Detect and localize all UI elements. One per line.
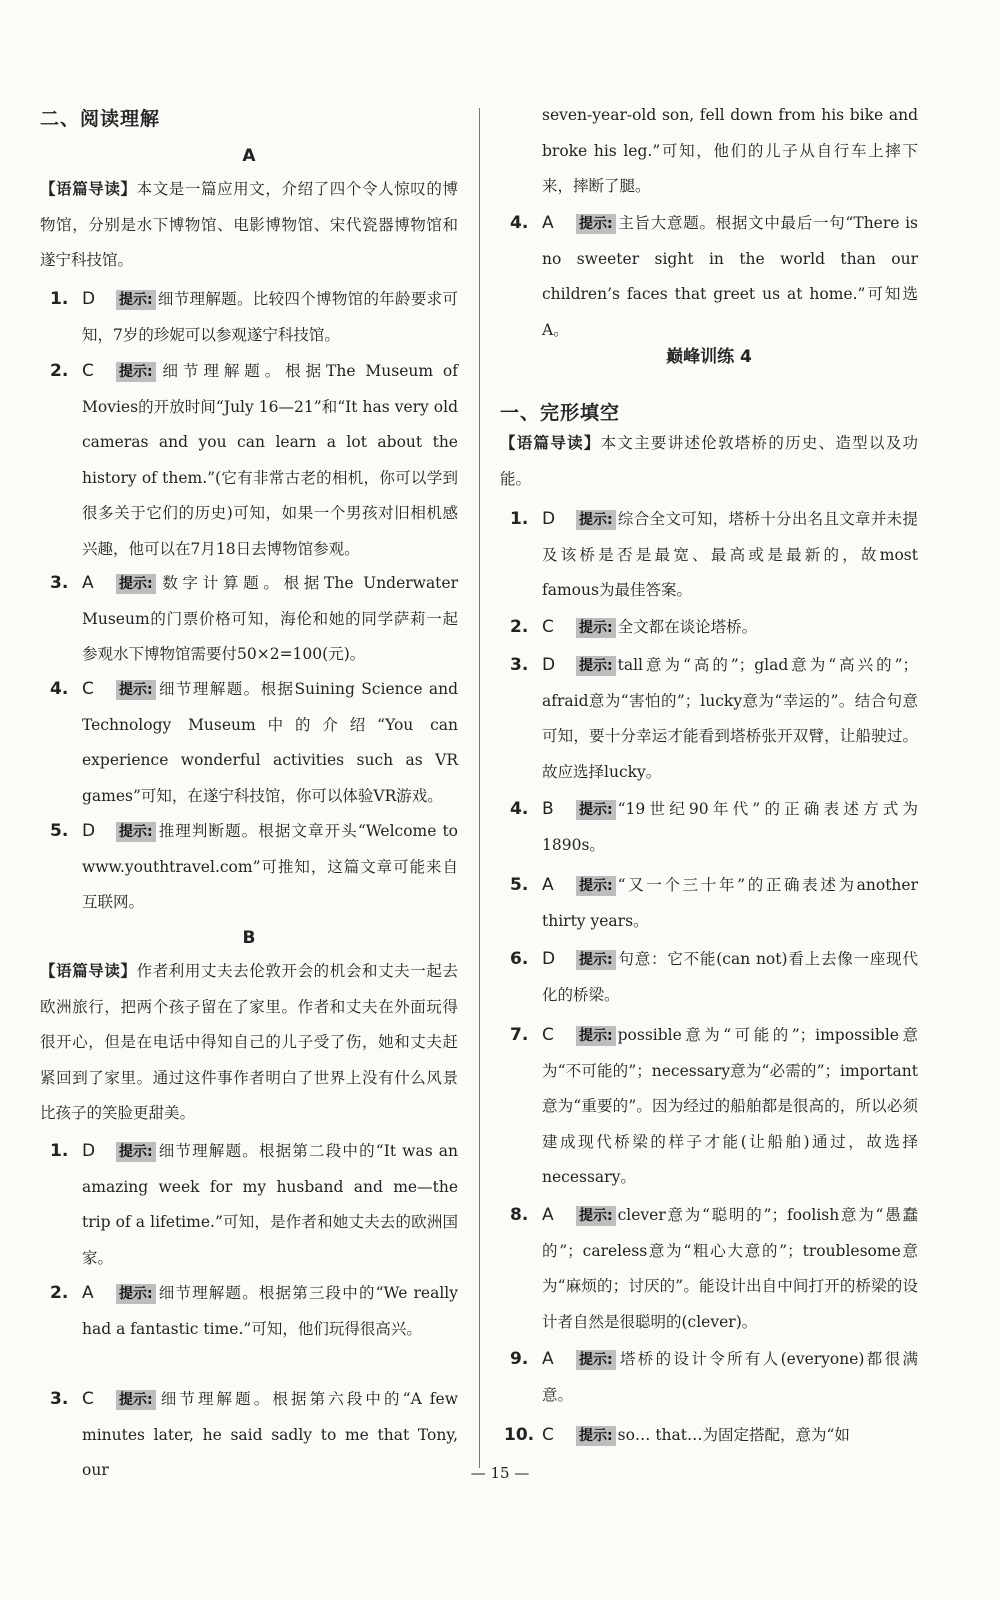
question-number: 1. <box>50 1141 69 1161</box>
answer-item <box>500 868 918 939</box>
question-number: 9. <box>510 1349 529 1369</box>
explanation-text: 句意：它不能(can not)看上去像一座现代化的桥梁。 <box>542 950 918 1004</box>
question-number: 3. <box>50 573 69 593</box>
hint-tag: 提示: <box>116 362 156 382</box>
passage-a-guide <box>40 172 458 279</box>
question-number: 1. <box>50 289 69 309</box>
guide-text: 本文是一篇应用文，介绍了四个令人惊叹的博物馆，分别是水下博物馆、电影博物馆、宋代瓷器博物馆和遂宁科技馆。 <box>40 180 458 269</box>
question-number: 4. <box>510 799 529 819</box>
hint-tag: 提示: <box>116 822 156 842</box>
answer-letter: C <box>542 1425 554 1445</box>
question-number: 2. <box>50 1283 69 1303</box>
answer-item <box>40 1134 458 1276</box>
passage-b-guide <box>40 954 458 1132</box>
answer-item <box>40 672 458 814</box>
answer-item <box>40 814 458 921</box>
question-number: 5. <box>50 821 69 841</box>
answer-item <box>40 1276 458 1347</box>
explanation-text: 细节理解题。根据Suining Science and Technology Museum中的介绍“You can experience wonderful activities such as VR games”可知，在遂宁科技馆，你可以体验VR游戏。 <box>82 680 458 805</box>
answer-letter: A <box>542 1349 554 1369</box>
question-number: 2. <box>50 361 69 381</box>
answer-letter: C <box>542 1025 554 1045</box>
answer-letter: A <box>542 875 554 895</box>
answer-item <box>500 610 918 646</box>
explanation-text: 全文都在谈论塔桥。 <box>617 618 758 636</box>
answer-item <box>500 648 918 790</box>
answer-letter: A <box>82 1283 94 1303</box>
passage-b-heading: B <box>242 928 256 948</box>
hint-tag: 提示: <box>576 510 616 530</box>
answer-item <box>40 566 458 673</box>
explanation-text: 细节理解题。比较四个博物馆的年龄要求可知，7岁的珍妮可以参观遂宁科技馆。 <box>82 290 458 344</box>
answer-letter: C <box>82 1389 94 1409</box>
column-divider <box>479 108 480 1468</box>
question-number: 4. <box>50 679 69 699</box>
page-number: — 15 — <box>470 1464 530 1482</box>
question-number: 2. <box>510 617 529 637</box>
explanation-text: possible意为“可能的”；impossible意为“不可能的”；necessary意为“必需的”；important意为“重要的”。因为经过的船舶都是很高的，所以必须建成现代桥梁的样子才能(让船舶)通过，故选择necessary。 <box>542 1026 918 1186</box>
hint-tag: 提示: <box>576 876 616 896</box>
answer-item <box>500 792 918 863</box>
answer-item <box>500 942 918 1013</box>
explanation-text: 推理判断题。根据文章开头“Welcome to www.youthtravel.com”可推知，这篇文章可能来自互联网。 <box>82 822 458 911</box>
explanation-text: “19世纪90年代”的正确表述方式为1890s。 <box>542 800 918 854</box>
question-number: 4. <box>510 213 529 233</box>
question-number: 10. <box>504 1425 535 1445</box>
answer-item <box>500 206 918 348</box>
answer-letter: A <box>542 213 554 233</box>
hint-tag: 提示: <box>116 1142 156 1162</box>
explanation-text: 细节理解题。根据第二段中的“It was an amazing week for my husband and me—the trip of a lifetime.”可知，是作者和她丈夫去的欧洲国家。 <box>82 1142 458 1267</box>
explanation-text: tall意为“高的”；glad意为“高兴的”；afraid意为“害怕的”；lucky意为“幸运的”。结合句意可知，要十分幸运才能看到塔桥张开双臂，让船驶过。故应选择lucky。 <box>542 656 918 781</box>
question-number: 8. <box>510 1205 529 1225</box>
answer-continuation <box>500 98 918 205</box>
hint-tag: 提示: <box>576 1206 616 1226</box>
explanation-text: 细节理解题。根据第六段中的“A few minutes later, he said sadly to me that Tony, our <box>82 1390 458 1479</box>
answer-letter: C <box>82 679 94 699</box>
hint-tag: 提示: <box>116 574 156 594</box>
answer-item <box>500 1198 918 1340</box>
answer-item <box>500 1418 918 1454</box>
explanation-text: clever意为“聪明的”；foolish意为“愚蠢的”；careless意为“粗心大意的”；troublesome意为“麻烦的；讨厌的”。能设计出自中间打开的桥梁的设计者自然是很聪明的(clever)。 <box>542 1206 918 1331</box>
answer-letter: A <box>82 573 94 593</box>
hint-tag: 提示: <box>576 214 616 234</box>
explanation-text: seven-year-old son, fell down from his bike and broke his leg.”可知，他们的儿子从自行车上摔下来，摔断了腿。 <box>542 106 918 195</box>
question-number: 3. <box>50 1389 69 1409</box>
hint-tag: 提示: <box>576 656 616 676</box>
training-title: 巅峰训练 4 <box>666 347 752 367</box>
answer-letter: B <box>542 799 554 819</box>
question-number: 1. <box>510 509 529 529</box>
hint-tag: 提示: <box>116 290 156 310</box>
question-number: 7. <box>510 1025 529 1045</box>
guide-text: 本文主要讲述伦敦塔桥的历史、造型以及功能。 <box>500 434 918 488</box>
question-number: 3. <box>510 655 529 675</box>
hint-tag: 提示: <box>576 1426 616 1446</box>
section-title-cloze: 一、完形填空 <box>500 402 621 424</box>
answer-item <box>500 1018 918 1196</box>
explanation-text: so… that…为固定搭配，意为“如 <box>617 1426 850 1444</box>
answer-item <box>40 354 458 567</box>
guide-label: 【语篇导读】 <box>500 434 601 452</box>
explanation-text: 细节理解题。根据第三段中的“We really had a fantastic time.”可知，他们玩得很高兴。 <box>82 1284 458 1338</box>
answer-letter: D <box>82 1141 96 1161</box>
hint-tag: 提示: <box>116 1390 156 1410</box>
explanation-text: “又一个三十年”的正确表述为another thirty years。 <box>542 876 918 930</box>
answer-item <box>500 502 918 609</box>
guide-label: 【语篇导读】 <box>40 180 137 198</box>
passage-a-heading: A <box>242 146 256 166</box>
hint-tag: 提示: <box>576 800 616 820</box>
answer-letter: D <box>542 949 556 969</box>
answer-letter: D <box>82 821 96 841</box>
section-title-reading: 二、阅读理解 <box>40 108 161 130</box>
explanation-text: 塔桥的设计令所有人(everyone)都很满意。 <box>542 1350 918 1404</box>
answer-letter: D <box>542 655 556 675</box>
hint-tag: 提示: <box>116 1284 156 1304</box>
answer-letter: A <box>542 1205 554 1225</box>
hint-tag: 提示: <box>576 1026 616 1046</box>
answer-letter: D <box>542 509 556 529</box>
hint-tag: 提示: <box>576 950 616 970</box>
answer-item <box>500 1342 918 1413</box>
explanation-text: 数字计算题。根据The Underwater Museum的门票价格可知，海伦和她的同学萨莉一起参观水下博物馆需要付50×2=100(元)。 <box>82 574 458 663</box>
answer-letter: C <box>542 617 554 637</box>
question-number: 5. <box>510 875 529 895</box>
guide-text: 作者利用丈夫去伦敦开会的机会和丈夫一起去欧洲旅行，把两个孩子留在了家里。作者和丈夫在外面玩得很开心，但是在电话中得知自己的儿子受了伤，她和丈夫赶紧回到了家里。通过这件事作者明白了世界上没有什么风景比孩子的笑脸更甜美。 <box>40 962 458 1122</box>
guide-label: 【语篇导读】 <box>40 962 137 980</box>
answer-letter: D <box>82 289 96 309</box>
answer-letter: C <box>82 361 94 381</box>
hint-tag: 提示: <box>576 618 616 638</box>
explanation-text: 细节理解题。根据The Museum of Movies的开放时间“July 16—21”和“It has very old cameras and you can learn a lot about the history of them.”(它有非常古老的相机，你可以学到很多关于它们的历史)可知，如果一个男孩对旧相机感兴趣，他可以在7月18日去博物馆参观。 <box>82 362 458 558</box>
answer-item <box>40 282 458 353</box>
question-number: 6. <box>510 949 529 969</box>
explanation-text: 综合全文可知，塔桥十分出名且文章并未提及该桥是否是最宽、最高或是最新的，故most famous为最佳答案。 <box>542 510 918 599</box>
hint-tag: 提示: <box>576 1350 616 1370</box>
explanation-text: 主旨大意题。根据文中最后一句“There is no sweeter sight in the world than our children’s faces that greet us at home.”可知选A。 <box>542 214 918 339</box>
cloze-guide <box>500 426 918 497</box>
hint-tag: 提示: <box>116 680 156 700</box>
